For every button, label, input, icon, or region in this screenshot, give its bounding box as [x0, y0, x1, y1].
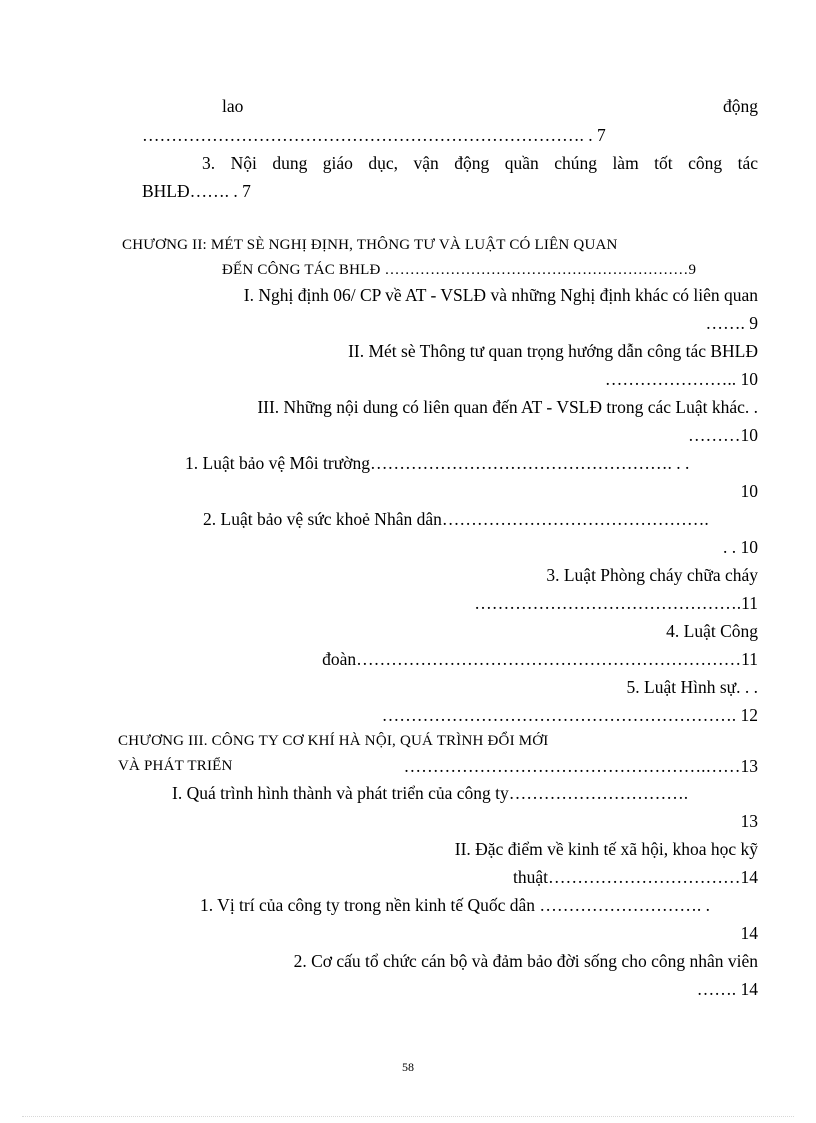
toc-line: BHLĐ……. . 7: [142, 181, 251, 201]
toc-line: 3. Nội dung giáo dục, vận động quần chúng làm tốt công tác: [202, 153, 758, 173]
toc-line: . . 10: [723, 537, 758, 557]
toc-line: II. Đặc điểm về kinh tế xã hội, khoa học kỹ: [454, 839, 758, 859]
toc-line: 1. Luật bảo vệ Môi trường……………………………………………. . .: [185, 453, 690, 473]
toc-line: 13: [740, 811, 758, 831]
toc-line: 5. Luật Hình sự. . .: [626, 677, 758, 697]
toc-line: 10: [740, 481, 758, 501]
chapter-heading: VÀ PHÁT TRIỂN: [118, 758, 233, 774]
toc-line: 2. Luật bảo vệ sức khoẻ Nhân dân……………………………………….: [203, 509, 709, 529]
page-number: 58: [402, 1060, 414, 1074]
page-bottom-divider: [22, 1116, 794, 1117]
toc-line: động: [723, 96, 758, 116]
toc-line: II. Mét sè Thông tư quan trọng hướng dẫn công tác BHLĐ: [348, 341, 758, 361]
toc-line: 3. Luật Phòng cháy chữa cháy: [546, 565, 758, 585]
toc-line: lao: [222, 96, 244, 116]
toc-line: …………………………………………………………………. . 7: [142, 125, 606, 145]
toc-line: III. Những nội dung có liên quan đến AT - VSLĐ trong các Luật khác. .: [257, 397, 758, 417]
toc-line: ……. 9: [705, 313, 758, 333]
toc-line: …………………………………………….……13: [403, 756, 758, 776]
toc-line: 4. Luật Công: [666, 621, 758, 641]
toc-line: 1. Vị trí của công ty trong nền kinh tế Quốc dân ………………………. .: [200, 895, 711, 915]
toc-line: ……………………………………….11: [474, 593, 758, 613]
chapter-heading: CHƯƠNG III. CÔNG TY CƠ KHÍ HÀ NỘI, QUÁ TRÌNH ĐỔI MỚI: [118, 733, 549, 749]
toc-line: 2. Cơ cấu tổ chức cán bộ và đảm bảo đời sống cho công nhân viên: [293, 951, 758, 971]
toc-line: ……………………………………………………. 12: [381, 705, 758, 725]
toc-line: I. Quá trình hình thành và phát triển của công ty………………………….: [172, 783, 689, 803]
toc-line: I. Nghị định 06/ CP về AT - VSLĐ và những Nghị định khác có liên quan: [243, 285, 758, 305]
toc-line: 14: [740, 923, 758, 943]
chapter-heading: ĐẾN CÔNG TÁC BHLĐ ……………………………………………………9: [222, 262, 697, 278]
toc-line: thuật……………………………14: [513, 867, 758, 887]
chapter-heading: CHƯƠNG II: MÉT SÈ NGHỊ ĐỊNH, THÔNG TƯ VÀ LUẬT CÓ LIÊN QUAN: [122, 237, 618, 253]
toc-line: ………10: [688, 425, 758, 445]
toc-line: ……. 14: [696, 979, 758, 999]
toc-line: ………………….. 10: [604, 369, 758, 389]
toc-line: đoàn…………………………………………………………11: [322, 649, 758, 669]
